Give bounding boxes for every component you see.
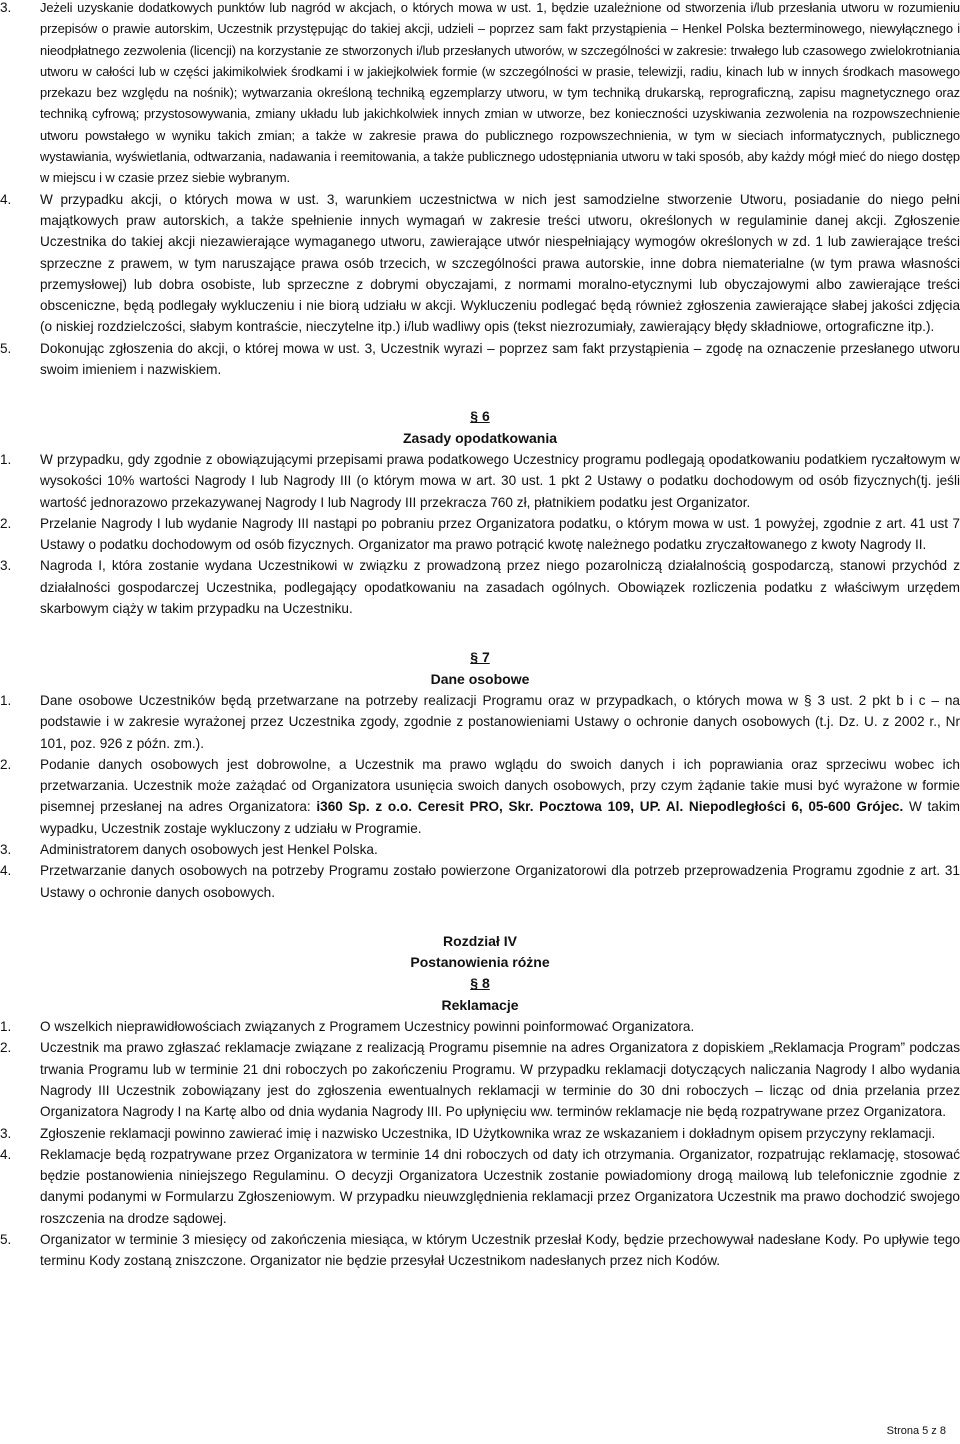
item-text: Dane osobowe Uczestników będą przetwarzane na potrzeby realizacji Programu oraz w przypadkach, o których mowa w § 3 ust. 2 pkt b i c – na podstawie i w zakresie wyrażonej przez Uczestnika zgody, zgodnie z postanowieniami Ustawy o ochronie danych osobowych (t.j. Dz. U. z 2002 r., Nr 101, poz. 926 z późn. zm.). [40,692,960,751]
section-title: Reklamacje [441,996,519,1013]
list-item [0,513,960,556]
item-text: Zgłoszenie reklamacji powinno zawierać imię i nazwisko Uczestnika, ID Użytkownika wraz ze wskazaniem i dokładnym opisem przyczyny reklamacji. [40,1125,936,1141]
list-item [0,754,960,839]
section-title: Dane osobowe [430,670,530,687]
item-text: Dokonując zgłoszenia do akcji, o której mowa w ust. 3, Uczestnik wyrazi – poprzez sam fakt przystąpienia – zgodę na oznaczenie przesłanego utworu swoim imieniem i nazwiskiem. [40,340,960,378]
item-text: W przypadku, gdy zgodnie z obowiązującymi przepisami prawa podatkowego Uczestnicy programu podlegają opodatkowaniu podatkiem ryczałtowym w wysokości 10% wartości Nagrody I lub Nagrody III (o którym mowa w art. 30 ust. 1 pkt 2 Ustawy o podatku dochodowym od osób fizycznych(tj. jeśli wartość jednorazowo przekazywanej Nagrody I lub Nagrody III przekracza 760 zł, płatnikiem podatku jest Organizator. [40,451,960,510]
list-item [0,449,960,513]
list-item [0,338,960,381]
list-item [0,839,960,860]
item-text: Przetwarzanie danych osobowych na potrzeby Programu zostało powierzone Organizatorowi dla potrzeb przeprowadzenia Programu zgodnie z art. 31 Ustawy o ochronie danych osobowych. [40,863,960,900]
list-item [0,189,960,338]
page-number: Strona 5 z 8 [886,1425,946,1437]
item-number: 3. [0,0,12,15]
list-item [0,0,960,189]
section-number: § 8 [470,975,490,992]
item-number: 1. [0,1019,12,1035]
item-text: Przelanie Nagrody I lub wydanie Nagrody III nastąpi po pobraniu przez Organizatora podatku, o którym mowa w ust. 1 powyżej, zgodnie z art. 41 ust 7 Ustawy o podatku dochodowym od osób fizycznych. Organizator ma prawo potrącić kwotę należnego podatku zryczałtowanego z kwoty Nagrody II. [40,515,960,553]
item-text: Jeżeli uzyskanie dodatkowych punktów lub nagród w akcjach, o których mowa w ust. 1, będzie uzależnione od stworzenia i/lub przesłania utworu w rozumieniu przepisów o prawie autorskim, Uczestnik przystępując do takiej akcji, udzieli – poprzez sam fakt przystąpienia – Henkel Polska bezterminowego, niewyłącznego i nieodpłatnego zezwolenia (licencji) na korzystanie ze stworzonych i/lub przesłanych utworów, w szczególności w zakresie: trwałego lub czasowego zwielokrotniania utworu w całości lub w części jakimikolwiek środkami i w jakiejkolwiek formie (w szczególności w prasie, telewizji, radiu, kinach lub w innych środkach masowego przekazu bez względu na nośnik); wytwarzania określoną techniką egzemplarzy utworu, w tym techniką drukarską, reprograficzną, zapisu magnetycznego oraz techniką cyfrową; przystosowywania, zmiany układu lub jakichkolwiek innych zmian w utworze, bez konieczności uzyskiwania zezwolenia na rozpowszechnienie utworu powstałego w wyniku takich zmian; a także w zakresie prawa do publicznego rozpowszechnienia, w tym w sieciach informatycznych, publicznego wystawiania, wyświetlania, odtwarzania, nadawania i reemitowania, a także publicznego udostępniania utworu w taki sposób, aby każdy mógł mieć do niego dostęp w miejscu i w czasie przez siebie wybranym. [40,0,960,186]
item-text: Nagroda I, która zostanie wydana Uczestnikowi w związku z prowadzoną przez niego pozarolniczą działalnością gospodarczą, stanowi przychód z działalności gospodarczej Uczestnika, podlegający opodatkowaniu na zasadach ogólnych. Obowiązek rozliczenia podatku z właściwym urzędem skarbowym ciąży w takim przypadku na Uczestniku. [40,558,960,617]
chapter-title: Rozdział IV [443,932,517,949]
section-number: § 7 [470,649,490,666]
item-number: 4. [0,191,12,207]
item-text-end: W takim wypadku, Uczestnik zostaje wykluczony z udziału w Programie. [40,799,960,836]
list-item [0,1016,960,1037]
list-item [0,1144,960,1229]
item-text: Administratorem danych osobowych jest Henkel Polska. [40,841,378,857]
item-number: 3. [0,841,12,857]
item-number: 2. [0,756,12,772]
item-text: O wszelkich nieprawidłowościach związanych z Programem Uczestnicy powinni poinformować Organizatora. [40,1019,695,1035]
list-item [0,1037,960,1122]
item-number: 4. [0,863,12,879]
list-item [0,1123,960,1144]
item-text: Reklamacje będą rozpatrywane przez Organizatora w terminie 14 dni roboczych od daty ich otrzymania. Organizator, rozpatrując reklamację, stosować będzie postanowienia niniejszego Regulaminu. O decyzji Organizatora Uczestnik zostanie powiadomiony drogą mailową lub telefonicznie zgodnie z danymi podanymi w Formularzu Zgłoszeniowym. W przypadku nieuwzględnienia reklamacji przez Organizatora Uczestnik ma prawo dochodzić swojego roszczenia na drodze sądowej. [40,1146,960,1226]
list-item [0,555,960,619]
list-item [0,1229,960,1272]
item-number: 3. [0,1125,12,1141]
item-number: 5. [0,1232,12,1248]
item-text [40,754,960,839]
item-number: 2. [0,515,12,531]
item-text: Uczestnik ma prawo zgłaszać reklamacje związane z realizacją Programu pisemnie na adres Organizatora z dopiskiem „Reklamacja Program” podczas trwania Programu lub w terminie 21 dni roboczych po zakończeniu Programu. W przypadku reklamacji dotyczących naliczania Nagrody I albo wydania Nagrody III Uczestnik zobowiązany jest do zgłoszenia ewentualnych reklamacji w terminie do 30 dni roboczych – licząc od dnia przelania przez Organizatora Nagrody I na Kartę albo od dnia wydania Nagrody III. Po upłynięciu ww. terminów reklamacje nie będą rozpatrywane przez Organizatora. [40,1040,960,1120]
item-text: Organizator w terminie 3 miesięcy od zakończenia miesiąca, w którym Uczestnik przesłał Kody, będzie przechowywał nadesłane Kody. Po upływie tego terminu Kody zostaną zniszczone. Organizator nie będzie przesyłał Uczestnikom nadesłanych przez nich Kodów. [40,1232,960,1269]
item-number: 3. [0,558,12,574]
list-item [0,860,960,903]
item-number: 4. [0,1146,12,1162]
item-number: 2. [0,1040,12,1056]
section-number: § 6 [470,408,490,425]
organizer-address: i360 Sp. z o.o. Ceresit PRO, Skr. Pocztowa 109, UP. Al. Niepodległości 6, 05-600 Grójec. [316,799,904,815]
item-number: 5. [0,340,12,356]
section-title: Zasady opodatkowania [402,429,558,446]
chapter-subtitle: Postanowienia różne [410,954,550,971]
item-number: 1. [0,692,12,708]
item-text: W przypadku akcji, o których mowa w ust. 3, warunkiem uczestnictwa w nich jest samodzielne stworzenie Utworu, posiadanie do niego pełni majątkowych praw autorskich, a także spełnienie innych wymagań w zakresie treści utworu, określonych w regulaminie danej akcji. Zgłoszenie Uczestnika do takiej akcji niezawierające wymaganego utworu, zawierające utwór niespełniający wymogów określonych w zd. 1 lub zawierające treści sprzeczne z prawem, w tym naruszające prawa osób trzecich, w szczególności prawa autorskie, inne dobra niematerialne (w tym prawa własności przemysłowej) lub dobra osobiste, lub sprzeczne z dobrymi obyczajami, z normami moralno-etycznymi lub obyczajowymi albo zawierające treści obsceniczne, będą podlegały wykluczeniu i nie biorą udziału w akcji. Wykluczeniu podlegać będą również zgłoszenia zawierające słabej jakości zdjęcia (o niskiej rozdzielczości, słabym kontraście, nieczytelne itp.) i/lub wadliwy opis (tekst niezrozumiały, zawierający błędy składniowe, ortograficzne itp.). [40,191,960,335]
item-number: 1. [0,451,12,467]
item-text-start: Podanie danych osobowych jest dobrowolne, a Uczestnik ma prawo wglądu do swoich danych i ich poprawiania oraz sprzeciwu wobec ich przetwarzania. Uczestnik może zażądać od Organizatora usunięcia swoich danych osobowych, przy czym żądanie takie musi być wyrażone w formie pisemnej przesłanej na adres Organizatora: [40,756,960,815]
list-item [0,690,960,754]
